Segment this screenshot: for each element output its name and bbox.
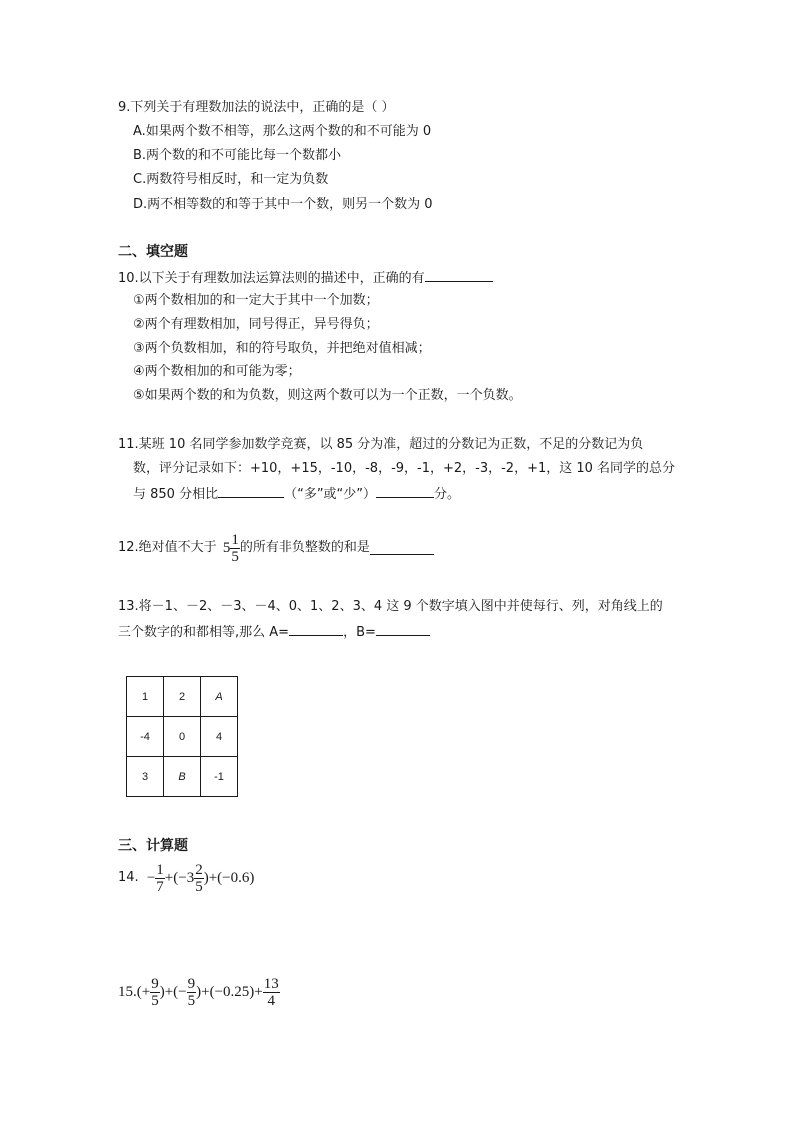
grid-cell: -4 (127, 717, 164, 757)
q11-line-3a: 与 850 分相比 (133, 487, 219, 502)
q12-suffix: 的所有非负整数的和是 (239, 540, 370, 555)
q14-expression (118, 858, 254, 899)
q12-mixed-whole: 5 (222, 540, 231, 556)
section-title-calculation: 三、计算题 (118, 838, 188, 854)
grid-row (127, 717, 238, 757)
grid-row (127, 677, 238, 717)
q15-fraction-2-den: 5 (187, 992, 196, 1009)
grid-cell: 4 (201, 717, 238, 757)
q12-fraction-den: 5 (231, 548, 239, 565)
q11-line-3b: （“多”或“少”） (284, 487, 377, 502)
q9-option-c: C.两数符号相反时，和一定为负数 (133, 172, 329, 187)
q14-fraction-1-den: 7 (156, 878, 164, 895)
q13-blank-a[interactable] (289, 622, 343, 636)
q14-minus: − (146, 870, 156, 886)
q10-item-3: ③两个负数相加，和的符号取负，并把绝对值相减； (133, 341, 431, 356)
q15-expression (118, 972, 280, 1013)
q15-fraction-1 (150, 976, 160, 1009)
q13-blank-b[interactable] (376, 622, 430, 636)
q14-tail: )+(−0.6) (203, 870, 255, 886)
grid-cell: -1 (201, 757, 238, 797)
q9-stem: 9.下列关于有理数加法的说法中，正确的是（ ） (118, 100, 395, 115)
q12-prefix: 12.绝对值不大于 (118, 540, 217, 555)
q9-option-a: A.如果两个数不相等，那么这两个数的和不可能为 0 (133, 124, 432, 139)
q13-line-2b: ，B= (343, 625, 376, 640)
q13-line-2 (118, 622, 430, 642)
q9-option-d: D.两不相等数的和等于其中一个数，则另一个数为 0 (133, 197, 433, 212)
q10-item-1: ①两个数相加的和一定大于其中一个加数； (133, 293, 379, 308)
grid-cell-a: A (201, 677, 238, 717)
q13-line-1: 13.将－1、－2、－3、－4、0、1、2、3、4 这 9 个数字填入图中并使每行、列，对角线上的 (118, 599, 663, 614)
q14-fraction-1 (155, 862, 165, 895)
q15-fraction-1-num: 9 (151, 975, 159, 992)
q11-line-1: 11.某班 10 名同学参加数学竞赛，以 85 分为准，超过的分数记为正数，不足的分数记为负 (118, 437, 644, 452)
q10-item-2: ②两个有理数相加，同号得正，异号得负； (133, 317, 379, 332)
q14-fraction-1-num: 1 (156, 861, 164, 878)
magic-square-grid (126, 676, 238, 797)
q10-answer-blank[interactable] (425, 268, 493, 282)
q12-line (118, 528, 434, 569)
q10-item-4: ④两个数相加的和可能为零； (133, 364, 301, 379)
q11-blank-points[interactable] (376, 484, 434, 498)
grid-row (127, 757, 238, 797)
q15-fraction-3 (263, 976, 280, 1009)
q12-fraction (230, 532, 240, 565)
grid-cell: 1 (127, 677, 164, 717)
q14-fraction-2-den: 5 (195, 878, 203, 895)
q15-label: 15.(+ (118, 984, 151, 1000)
q14-label: 14. (118, 870, 139, 885)
grid-cell: 2 (164, 677, 201, 717)
q15-middle-1: )+(− (159, 984, 187, 1000)
q12-fraction-num: 1 (231, 531, 239, 548)
q12-answer-blank[interactable] (370, 541, 434, 555)
q11-line-3c: 分。 (434, 487, 461, 502)
q11-blank-more-less[interactable] (218, 484, 284, 498)
q15-fraction-1-den: 5 (151, 992, 159, 1009)
q10-stem (118, 268, 493, 288)
q15-fraction-3-den: 4 (267, 992, 276, 1009)
grid-cell-b: B (164, 757, 201, 797)
q10-stem-text: 10.以下关于有理数加法运算法则的描述中，正确的有 (118, 271, 425, 286)
q15-middle-2: )+(−0.25)+ (196, 984, 263, 1000)
q10-item-5: ⑤如果两个数的和为负数，则这两个数可以为一个正数，一个负数。 (133, 388, 522, 403)
q15-fraction-2-num: 9 (187, 975, 196, 992)
q15-fraction-2 (187, 976, 197, 1009)
q14-fraction-2 (194, 862, 204, 895)
q11-line-2: 数，评分记录如下：+10，+15，-10，-8，-9，-1，+2，-3，-2，+1，这 10 名同学的总分 (133, 461, 676, 476)
grid-cell: 0 (164, 717, 201, 757)
q11-line-3 (133, 484, 460, 504)
q13-line-2a: 三个数字的和都相等,那么 A= (118, 625, 290, 640)
q9-option-b: B.两个数的和不可能比每一个数都小 (133, 148, 342, 163)
q14-fraction-2-num: 2 (195, 861, 203, 878)
q15-fraction-3-num: 13 (263, 975, 279, 992)
grid-cell: 3 (127, 757, 164, 797)
section-title-fill-in: 二、填空题 (118, 244, 188, 260)
q14-middle: +(−3 (164, 870, 195, 886)
